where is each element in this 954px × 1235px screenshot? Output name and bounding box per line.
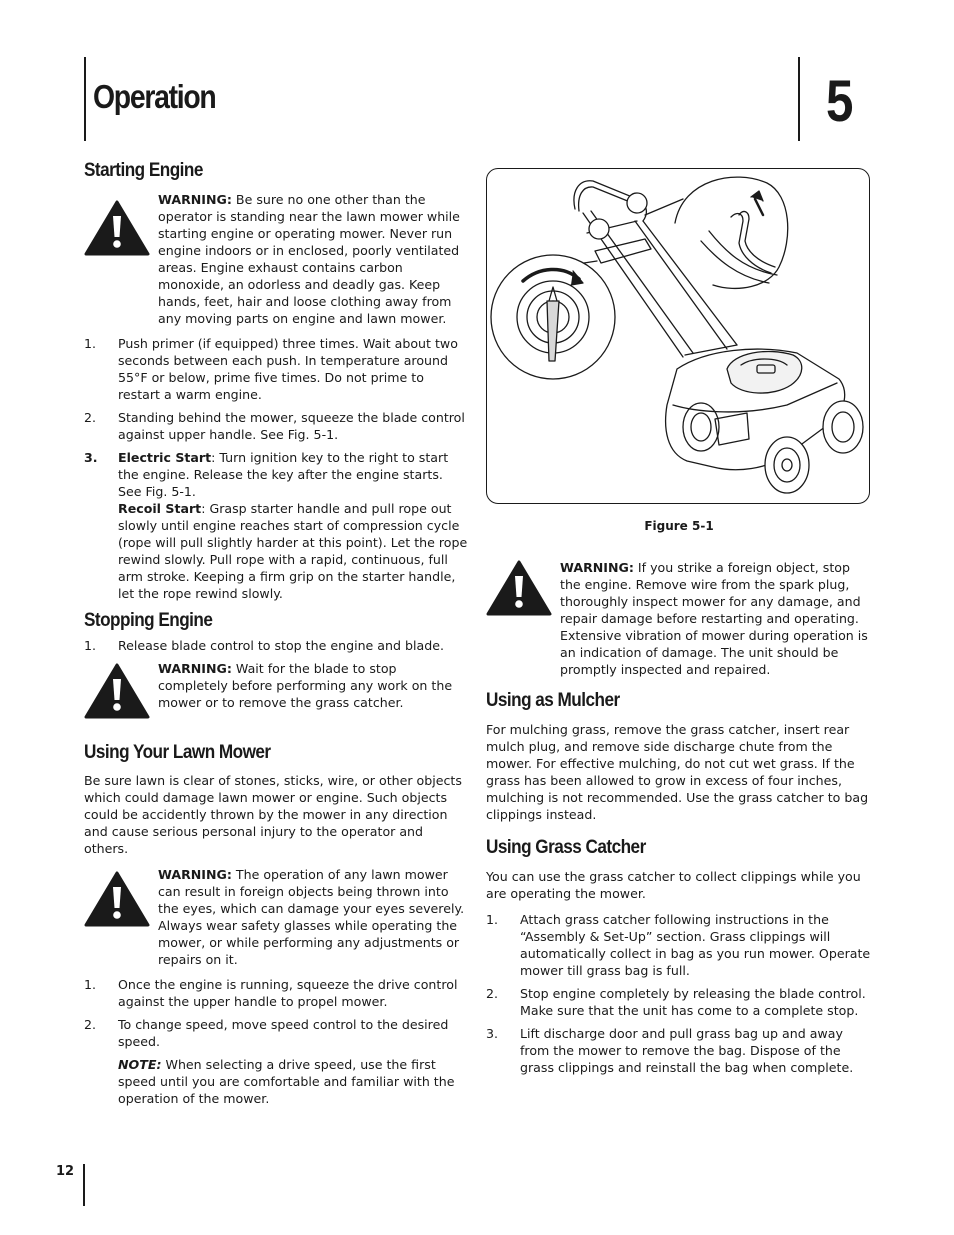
recoil-start-text: : Grasp starter handle and pull rope out slowly until engine reaches start of compression cycle (rope will pull slightly harder at this point). Let the rope rewind slowly. Pull rope with a rapid, continuous, full arm stroke. Keeping a firm grip on the starter handle, let the rope rewind slowly.: [118, 501, 468, 601]
warning-body: Be sure no one other than the operator is standing near the lawn mower while starting engine or operating mower. Never run engine indoors or in enclosed, poorly ventilated areas. Engine exhaust contains carbon monoxide, an odorless and deadly gas. Keep hands, feet, hair and loose clothing away from any moving parts on engine and lawn mower.: [158, 192, 460, 326]
step-text: Once the engine is running, squeeze the drive control against the upper handle to propel mower.: [118, 977, 458, 1009]
warning-text: [158, 866, 468, 968]
step-number: 1.: [84, 638, 97, 653]
step-number: 3.: [486, 1026, 499, 1041]
step-number: 1.: [84, 336, 97, 351]
step-text: Stop engine completely by releasing the blade control. Make sure that the unit has come to a complete stop.: [520, 986, 866, 1018]
step-number: 1.: [84, 977, 97, 992]
mulcher-text: For mulching grass, remove the grass catcher, insert rear mulch plug, and remove side discharge chute from the mower. For effective mulching, do not cut wet grass. If the grass has been allowed to grow in excess of four inches, mulching is not recommended. Use the grass catcher to bag clippings instead.: [486, 722, 869, 822]
grass-catcher-steps: [486, 911, 872, 1076]
foreign-object-warning: [486, 559, 872, 678]
page-number-rule: [83, 1164, 85, 1206]
stopping-engine-section: [84, 609, 468, 720]
using-mower-warning: [84, 866, 468, 968]
warning-label: WARNING:: [158, 867, 232, 882]
starting-engine-warning: [84, 191, 468, 327]
list-item: [84, 976, 468, 1010]
right-column: [486, 168, 872, 1082]
electric-start-text: : Turn ignition key to the right to start the engine. Release the key after the engine starts. See Fig. 5-1.: [118, 450, 449, 499]
step-number: 2.: [486, 986, 499, 1001]
list-item: [486, 1025, 872, 1076]
warning-label: WARNING:: [560, 560, 634, 575]
lawn-mower-diagram: [487, 169, 869, 503]
using-mower-section: [84, 741, 468, 1107]
step-text: Release blade control to stop the engine and blade.: [118, 638, 444, 653]
list-item: [84, 335, 468, 403]
list-item: [84, 637, 468, 654]
step-number: 2.: [84, 410, 97, 425]
warning-label: WARNING:: [158, 192, 232, 207]
starting-engine-heading: Starting Engine: [84, 159, 203, 181]
grass-catcher-heading: Using Grass Catcher: [486, 836, 646, 858]
chapter-number-rule: [798, 57, 800, 141]
using-mower-heading: Using Your Lawn Mower: [84, 741, 271, 763]
title-rule: [84, 57, 86, 141]
warning-text: [158, 191, 468, 327]
step-text: Lift discharge door and pull grass bag up and away from the mower to remove the bag. Dispose of the grass clippings and reinstall the bag when complete.: [520, 1026, 854, 1075]
step-text: Push primer (if equipped) three times. Wait about two seconds between each push. In temperature around 55°F or below, prime five times. Do not prime to restart a warm engine.: [118, 336, 458, 402]
step-text: Standing behind the mower, squeeze the blade control against upper handle. See Fig. 5-1.: [118, 410, 465, 442]
grass-catcher-intro: You can use the grass catcher to collect clippings while you are operating the mower.: [486, 869, 861, 901]
warning-text: [158, 660, 468, 711]
mulcher-section: [486, 689, 872, 823]
starting-engine-steps: [84, 335, 468, 602]
note-text: When selecting a drive speed, use the first speed until you are comfortable and familiar with the operation of the mower.: [118, 1057, 455, 1106]
warning-triangle-icon: [486, 559, 552, 617]
step-number: 1.: [486, 912, 499, 927]
warning-triangle-icon: [84, 662, 150, 720]
using-mower-intro: Be sure lawn is clear of stones, sticks, wire, or other objects which could damage lawn mower or engine. Such objects could be accidently thrown by the mower in any direction and cause serious personal injury to the operator and others.: [84, 773, 462, 856]
stopping-engine-warning: [84, 660, 468, 720]
step-text: Attach grass catcher following instructions in the “Assembly & Set-Up” section. Grass clippings will automatically collect in bag as you run mower. Operate mower till grass bag is full.: [520, 912, 871, 978]
warning-label: WARNING:: [158, 661, 232, 676]
figure-caption: Figure 5-1: [644, 519, 714, 533]
warning-body: If you strike a foreign object, stop the engine. Remove wire from the spark plug, thoroughly inspect mower for any damage, and repair damage before restarting and operating. Extensive vibration of mower during operation is an indication of damage. The unit should be promptly inspected and repaired.: [560, 560, 868, 677]
recoil-start-label: Recoil Start: [118, 501, 202, 516]
grass-catcher-section: [486, 836, 872, 1076]
using-mower-steps: [84, 976, 468, 1050]
stopping-engine-heading: Stopping Engine: [84, 609, 213, 631]
step-number: 3.: [84, 450, 98, 465]
electric-start-label: Electric Start: [118, 450, 212, 465]
warning-body: The operation of any lawn mower can result in foreign objects being thrown into the eyes, which can damage your eyes severely. Always wear safety glasses while operating the mower, or while performing any adjustments or repairs on it.: [158, 867, 465, 967]
mulcher-heading: Using as Mulcher: [486, 689, 620, 711]
list-item: [84, 409, 468, 443]
list-item: [84, 449, 468, 602]
stopping-engine-steps: [84, 637, 468, 654]
chapter-number: 5: [826, 69, 854, 134]
figure-5-1-box: [486, 168, 870, 504]
note-paragraph: [84, 1056, 468, 1107]
warning-triangle-icon: [84, 870, 150, 928]
list-item: [84, 1016, 468, 1050]
note-label: NOTE:: [118, 1057, 162, 1072]
chapter-title: Operation: [93, 78, 216, 115]
page-number: 12: [56, 1164, 75, 1179]
warning-triangle-icon: [84, 199, 150, 257]
warning-body: Wait for the blade to stop completely before performing any work on the mower or to remove the grass catcher.: [158, 661, 453, 710]
left-column: [84, 159, 468, 1116]
step-number: 2.: [84, 1017, 97, 1032]
list-item: [486, 985, 872, 1019]
list-item: [486, 911, 872, 979]
starting-engine-section: [84, 159, 468, 602]
warning-text: [560, 559, 872, 678]
step-text: To change speed, move speed control to the desired speed.: [118, 1017, 449, 1049]
